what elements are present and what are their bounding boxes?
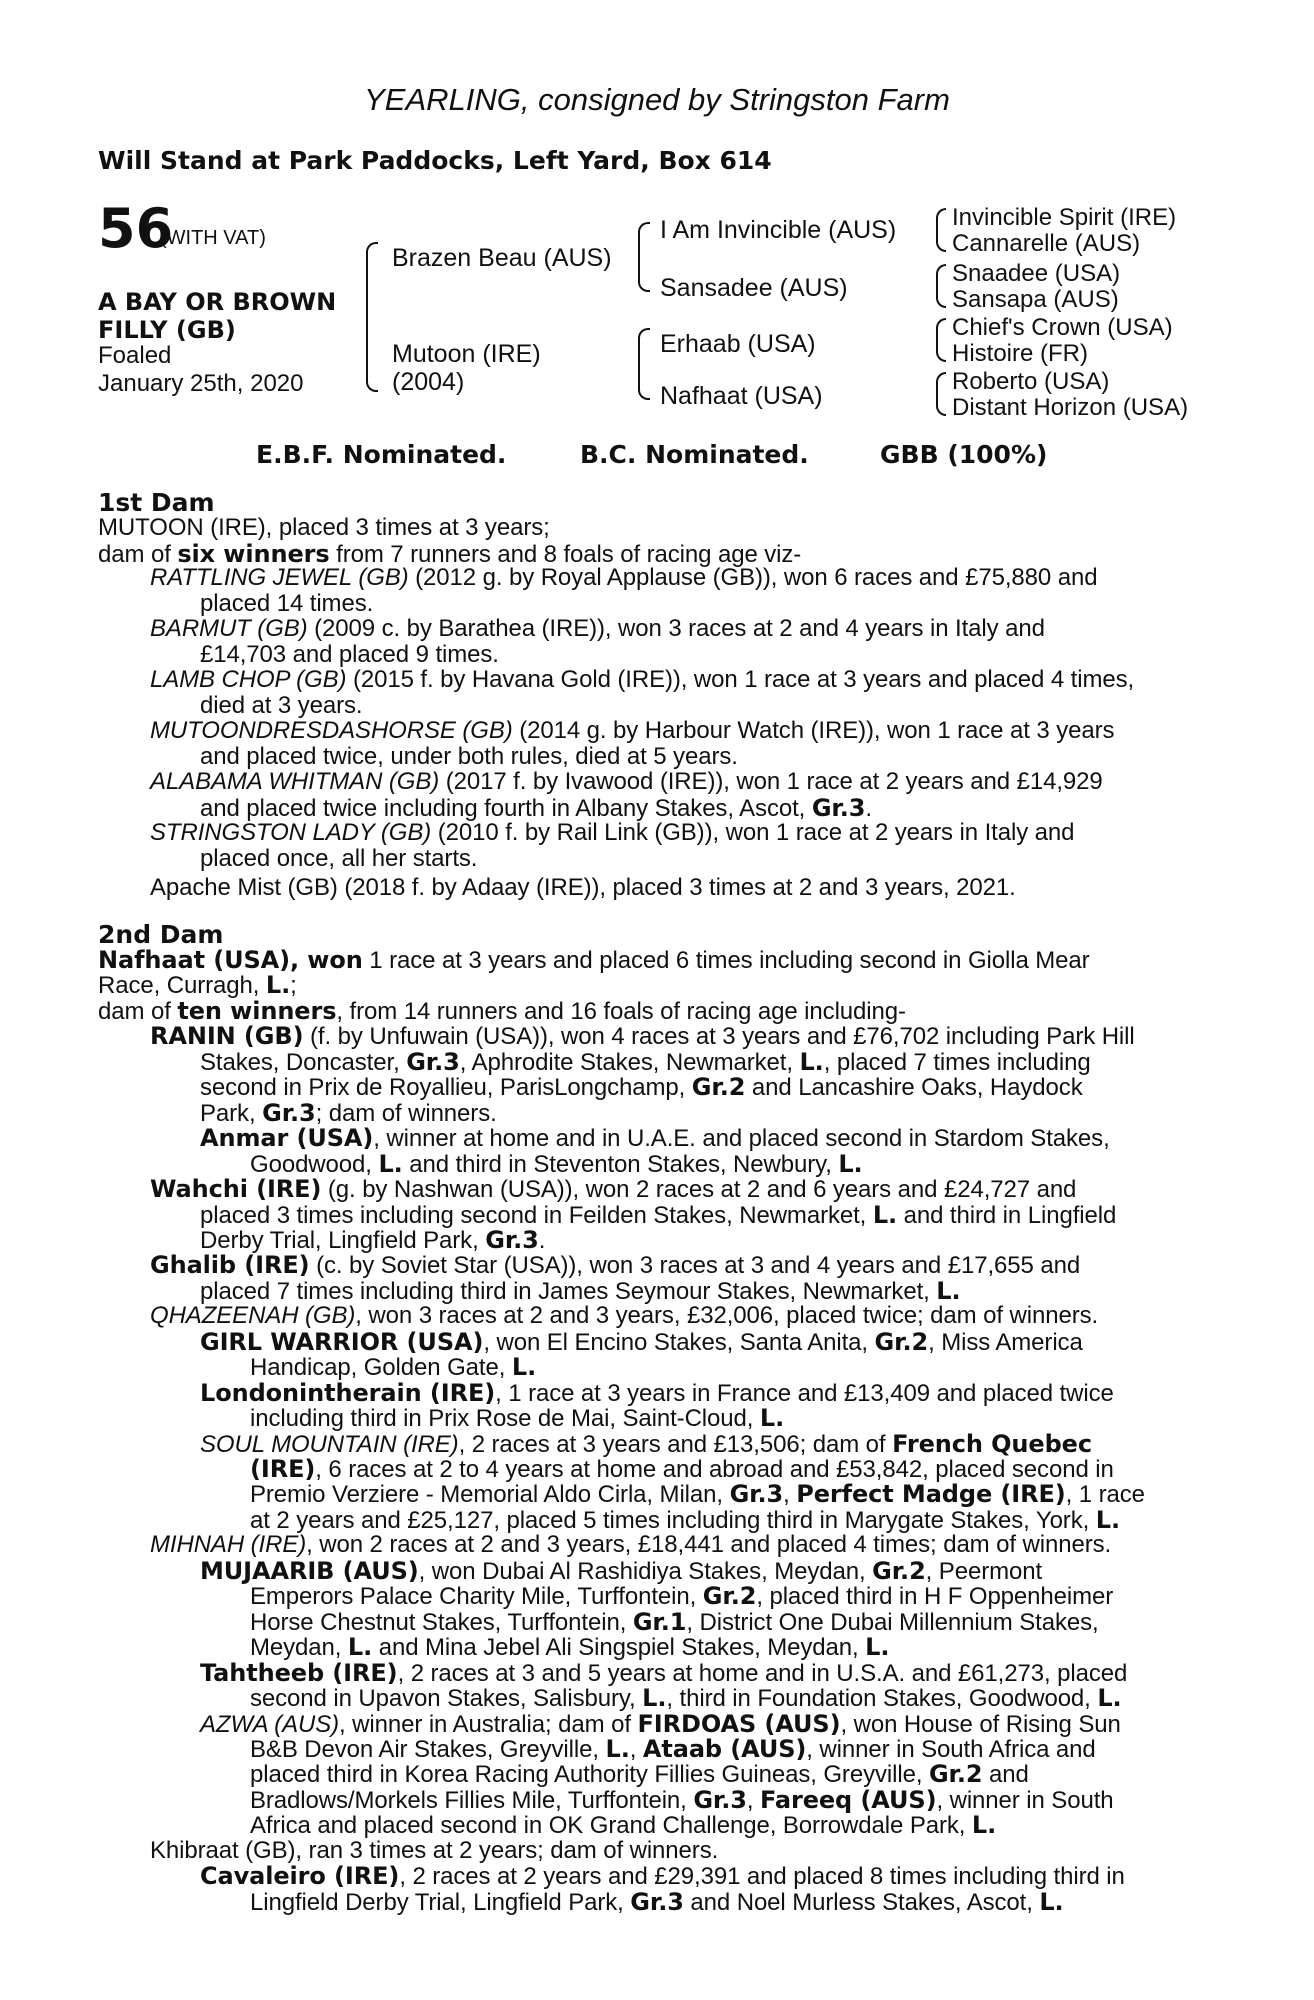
horse-description-1: A BAY OR BROWN — [98, 288, 337, 316]
stand-location: Will Stand at Park Paddocks, Left Yard, Box 614 — [98, 146, 772, 175]
text: , — [746, 1786, 760, 1814]
italic-name: AZWA (AUS) — [200, 1710, 340, 1738]
bold-text: RANIN (GB) — [150, 1022, 304, 1051]
foaled-label: Foaled — [98, 342, 172, 369]
italic-name: QHAZEENAH (GB) — [150, 1302, 356, 1330]
produce-line — [150, 615, 1045, 643]
text: , 2 races at 2 years and £29,391 and placed 8 times including third in — [399, 1863, 1125, 1891]
bold-text: Ataab (AUS) — [642, 1734, 807, 1763]
bold-text: (IRE) — [250, 1455, 316, 1483]
text: , won 3 races at 2 and 3 years, £32,006, placed twice; dam of winners. — [355, 1302, 1099, 1330]
text: ; — [290, 972, 297, 1000]
bold-text: L. — [1039, 1887, 1064, 1916]
bold-text: L. — [971, 1811, 997, 1840]
bold-text: Gr.3 — [630, 1887, 684, 1916]
text: Handicap, Golden Gate, — [250, 1354, 512, 1382]
produce-name: LAMB CHOP (GB) — [150, 666, 347, 693]
dam-dam: Nafhaat (USA) — [660, 382, 823, 410]
bc-nominated: B.C. Nominated. — [580, 440, 809, 469]
text: , placed third in H F Oppenheimer — [756, 1583, 1114, 1611]
produce-text: (2012 g. by Royal Applause (GB)), won 6 races and £75,880 and — [408, 564, 1098, 591]
sds: Snaadee (USA) — [952, 260, 1121, 287]
bold-text: Gr.2 — [702, 1582, 757, 1611]
bold-text: Fareeq (AUS) — [759, 1785, 937, 1814]
bold-text: French Quebec — [892, 1429, 1092, 1458]
text: , 2 races at 3 and 5 years at home and in U.S.A. and £61,273, placed — [397, 1659, 1128, 1687]
bold-text: L. — [642, 1684, 667, 1713]
text: and third in Lingfield — [897, 1201, 1117, 1229]
first-dam-line: MUTOON (IRE), placed 3 times at 3 years; — [98, 514, 550, 541]
produce-line — [150, 768, 1103, 796]
bold-text: Nafhaat (USA), won — [98, 946, 363, 974]
bold-text: Gr.2 — [928, 1760, 983, 1789]
winners-count: six winners — [177, 540, 330, 568]
bold-text: Gr.1 — [632, 1607, 687, 1636]
text: Stakes, Doncaster, — [200, 1048, 407, 1076]
italic-name: MIHNAH (IRE) — [150, 1531, 307, 1559]
pedigree-brace-dam — [638, 328, 650, 400]
bold-text: L. — [936, 1276, 961, 1305]
produce-text: (2015 f. by Havana Gold (IRE)), won 1 race at 3 years and placed 4 times, — [346, 666, 1135, 693]
text: Race, Curragh, — [98, 972, 266, 1000]
bold-text: FIRDOAS (AUS) — [637, 1709, 841, 1738]
bold-text: Gr.3 — [693, 1785, 747, 1814]
text: second in Prix de Royallieu, ParisLongchamp, — [200, 1074, 692, 1102]
bold-text: L. — [347, 1633, 373, 1662]
dam: Mutoon (IRE) — [392, 340, 541, 368]
produce-name: BARMUT (GB) — [150, 615, 308, 642]
text: Derby Trial, Lingfield Park, — [200, 1226, 486, 1254]
produce-continuation: died at 3 years. — [200, 691, 363, 719]
text: dam of — [98, 541, 178, 568]
text: including third in Prix Rose de Mai, Saint-Cloud, — [250, 1405, 760, 1433]
produce-line — [150, 666, 1134, 694]
bold-text: Ghalib (IRE) — [150, 1251, 310, 1280]
bold-text: L. — [265, 971, 291, 1000]
bold-text: L. — [1095, 1505, 1120, 1534]
produce-continuation: placed once, all her starts. — [200, 844, 478, 872]
produce-name: ALABAMA WHITMAN (GB) — [150, 768, 440, 795]
produce-name: MUTOONDRESDASHORSE (GB) — [150, 717, 513, 744]
sire-dam: Sansadee (AUS) — [660, 274, 848, 302]
brace-g1 — [936, 208, 946, 252]
pedigree-brace-sire — [638, 222, 650, 292]
text: , 2 races at 3 years and £13,506; dam of — [458, 1430, 893, 1458]
sss: Invincible Spirit (IRE) — [952, 204, 1177, 231]
text: Africa and placed second in OK Grand Challenge, Borrowdale Park, — [250, 1812, 972, 1840]
bold-text: Gr.3 — [262, 1098, 316, 1127]
text: Bradlows/Morkels Fillies Mile, Turffontein, — [250, 1786, 694, 1814]
bold-text: Gr.3 — [729, 1480, 784, 1509]
text: , winner in Australia; dam of — [339, 1710, 638, 1738]
text: , third in Foundation Stakes, Goodwood, — [666, 1685, 1098, 1713]
pedigree-brace-main — [366, 242, 378, 392]
bold-text: Gr.2 — [872, 1556, 926, 1585]
bold-text: L. — [865, 1633, 890, 1662]
text: Emperors Palace Charity Mile, Turffontein, — [250, 1583, 703, 1611]
text: and Mina Jebel Ali Singspiel Stakes, Meydan, — [372, 1634, 866, 1662]
text: , District One Dubai Millennium Stakes, — [686, 1608, 1099, 1636]
text: . — [865, 794, 872, 822]
bold-text: L. — [759, 1404, 785, 1433]
text: placed 7 times including third in James Seymour Stakes, Newmarket, — [200, 1277, 937, 1305]
dam-year: (2004) — [392, 368, 465, 396]
vat-label: (WITH VAT) — [160, 227, 266, 249]
text: , — [629, 1735, 643, 1763]
text: . — [538, 1226, 546, 1254]
text: and Noel Murless Stakes, Ascot, — [683, 1888, 1040, 1916]
foaled-date: January 25th, 2020 — [98, 370, 304, 397]
text: , won El Encino Stakes, Santa Anita, — [483, 1328, 875, 1356]
bold-text: MUJAARIB (AUS) — [200, 1556, 419, 1585]
bold-text: L. — [872, 1200, 898, 1229]
produce-line — [150, 564, 1097, 592]
horse-description-2: FILLY (GB) — [98, 316, 236, 344]
text: Park, — [200, 1099, 263, 1127]
produce-name: STRINGSTON LADY (GB) — [150, 819, 432, 846]
italic-name: SOUL MOUNTAIN (IRE) — [200, 1430, 459, 1458]
sire: Brazen Beau (AUS) — [392, 244, 612, 272]
text: ; dam of winners. — [315, 1099, 497, 1127]
page-title: YEARLING, consigned by Stringston Farm — [364, 82, 950, 117]
bold-text: L. — [378, 1149, 403, 1178]
brace-g2 — [936, 264, 946, 308]
second-dam-line — [250, 1888, 1064, 1917]
produce-continuation: placed 14 times. — [200, 589, 374, 617]
text: , winner in South Africa and — [806, 1735, 1096, 1763]
gbb-status: GBB (100%) — [880, 440, 1048, 469]
text: at 2 years and £25,127, placed 5 times including third in Marygate Stakes, York, — [250, 1506, 1096, 1534]
produce-line — [150, 717, 1114, 745]
brace-g4 — [936, 372, 946, 416]
text: Khibraat (GB), ran 3 times at 2 years; dam of winners. — [150, 1836, 719, 1864]
text: and Lancashire Oaks, Haydock — [745, 1074, 1083, 1102]
dds: Roberto (USA) — [952, 368, 1110, 395]
brace-g3 — [936, 318, 946, 362]
produce-continuation: and placed twice, under both rules, died at 5 years. — [200, 742, 738, 770]
text: and placed twice including fourth in Albany Stakes, Ascot, — [200, 794, 812, 822]
text: and third in Steventon Stakes, Newbury, — [402, 1150, 839, 1178]
text: Lingfield Derby Trial, Lingfield Park, — [250, 1888, 631, 1916]
text: placed third in Korea Racing Authority Fillies Guineas, Greyville, — [250, 1761, 929, 1789]
first-dam-heading: 1st Dam — [98, 488, 215, 517]
sdd: Sansapa (AUS) — [952, 286, 1119, 313]
text: , Peermont — [925, 1557, 1043, 1585]
text: , won Dubai Al Rashidiya Stakes, Meydan, — [418, 1557, 873, 1585]
grade: Gr.3 — [811, 793, 866, 822]
produce-text: (2014 g. by Harbour Watch (IRE)), won 1 race at 3 years — [512, 717, 1115, 744]
ebf-nominated: E.B.F. Nominated. — [256, 440, 507, 469]
bold-text: Gr.2 — [874, 1327, 929, 1356]
text: Horse Chestnut Stakes, Turffontein, — [250, 1608, 633, 1636]
bold-text: Gr.2 — [691, 1073, 746, 1102]
text: , winner at home and in U.A.E. and placed second in Stardom Stakes, — [373, 1125, 1110, 1153]
text: , won House of Rising Sun — [840, 1710, 1121, 1738]
text: , from 14 runners and 16 foals of racing age including- — [336, 997, 906, 1025]
text: (f. by Unfuwain (USA)), won 4 races at 3 years and £76,702 including Park Hill — [303, 1023, 1135, 1051]
second-dam-line — [150, 1837, 718, 1865]
second-dam-line — [150, 1302, 1098, 1330]
text: Goodwood, — [250, 1150, 379, 1178]
second-dam-heading: 2nd Dam — [98, 920, 224, 949]
text: 1 race at 3 years and placed 6 times including second in Giolla Mear — [362, 947, 1090, 974]
produce-line — [150, 819, 1074, 847]
bold-text: L. — [605, 1734, 630, 1763]
bold-text: Gr.3 — [406, 1047, 460, 1076]
dsd: Histoire (FR) — [952, 340, 1088, 367]
bold-text: L. — [511, 1353, 537, 1382]
bold-text: Tahtheeb (IRE) — [200, 1658, 398, 1687]
produce-name: RATTLING JEWEL (GB) — [150, 564, 409, 591]
bold-text: Londonintherain (IRE) — [200, 1378, 496, 1407]
text: second in Upavon Stakes, Salisbury, — [250, 1685, 643, 1713]
first-dam-last: Apache Mist (GB) (2018 f. by Adaay (IRE)), placed 3 times at 2 and 3 years, 2021. — [150, 874, 1016, 901]
ddd: Distant Horizon (USA) — [952, 394, 1189, 421]
text: (c. by Soviet Star (USA)), won 3 races at 3 and 4 years and £17,655 and — [309, 1252, 1081, 1280]
text: (g. by Nashwan (USA)), won 2 races at 2 and 6 years and £24,727 and — [321, 1176, 1077, 1204]
text: , Aphrodite Stakes, Newmarket, — [459, 1048, 800, 1076]
second-dam-line — [150, 1531, 1111, 1559]
text: , placed 7 times including — [823, 1048, 1091, 1076]
bold-text: L. — [1097, 1684, 1122, 1713]
text: dam of — [98, 997, 178, 1025]
text: from 7 runners and 8 foals of racing age viz- — [329, 541, 802, 568]
dss: Chief's Crown (USA) — [952, 314, 1173, 341]
bold-text: Perfect Madge (IRE) — [796, 1480, 1066, 1509]
text: , 1 race at 3 years in France and £13,409 and placed twice — [495, 1379, 1114, 1407]
bold-text: L. — [838, 1149, 863, 1178]
bold-text: Gr.3 — [485, 1225, 539, 1254]
produce-continuation: £14,703 and placed 9 times. — [200, 640, 499, 668]
text: Premio Verziere - Memorial Aldo Cirla, Milan, — [250, 1481, 730, 1509]
bold-text: Wahchi (IRE) — [150, 1175, 322, 1204]
text: , winner in South — [936, 1786, 1114, 1814]
text: , 6 races at 2 to 4 years at home and abroad and £53,842, placed second in — [315, 1456, 1114, 1483]
text: placed 3 times including second in Feilden Stakes, Newmarket, — [200, 1201, 873, 1229]
text: , — [783, 1481, 797, 1509]
bold-text: Anmar (USA) — [200, 1124, 374, 1153]
text: , won 2 races at 2 and 3 years, £18,441 and placed 4 times; dam of winners. — [306, 1531, 1112, 1559]
text: , Miss America — [928, 1328, 1083, 1356]
ssd: Cannarelle (AUS) — [952, 230, 1141, 257]
sire-sire: I Am Invincible (AUS) — [660, 216, 897, 244]
dam-sire: Erhaab (USA) — [660, 330, 816, 358]
produce-text: (2009 c. by Barathea (IRE)), won 3 races at 2 and 4 years in Italy and — [307, 615, 1045, 642]
bold-text: ten winners — [177, 996, 337, 1025]
produce-text: (2017 f. by Ivawood (IRE)), won 1 race at 2 years and £14,929 — [439, 768, 1103, 795]
text: , 1 race — [1065, 1481, 1145, 1509]
bold-text: L. — [799, 1047, 824, 1076]
bold-text: GIRL WARRIOR (USA) — [200, 1327, 484, 1356]
lot-number: 56 — [98, 197, 174, 260]
text: B&B Devon Air Stakes, Greyville, — [250, 1735, 606, 1763]
bold-text: Cavaleiro (IRE) — [200, 1862, 400, 1891]
produce-text: (2010 f. by Rail Link (GB)), won 1 race at 2 years in Italy and — [431, 819, 1075, 846]
text: Meydan, — [250, 1634, 348, 1662]
text: and — [982, 1761, 1029, 1789]
